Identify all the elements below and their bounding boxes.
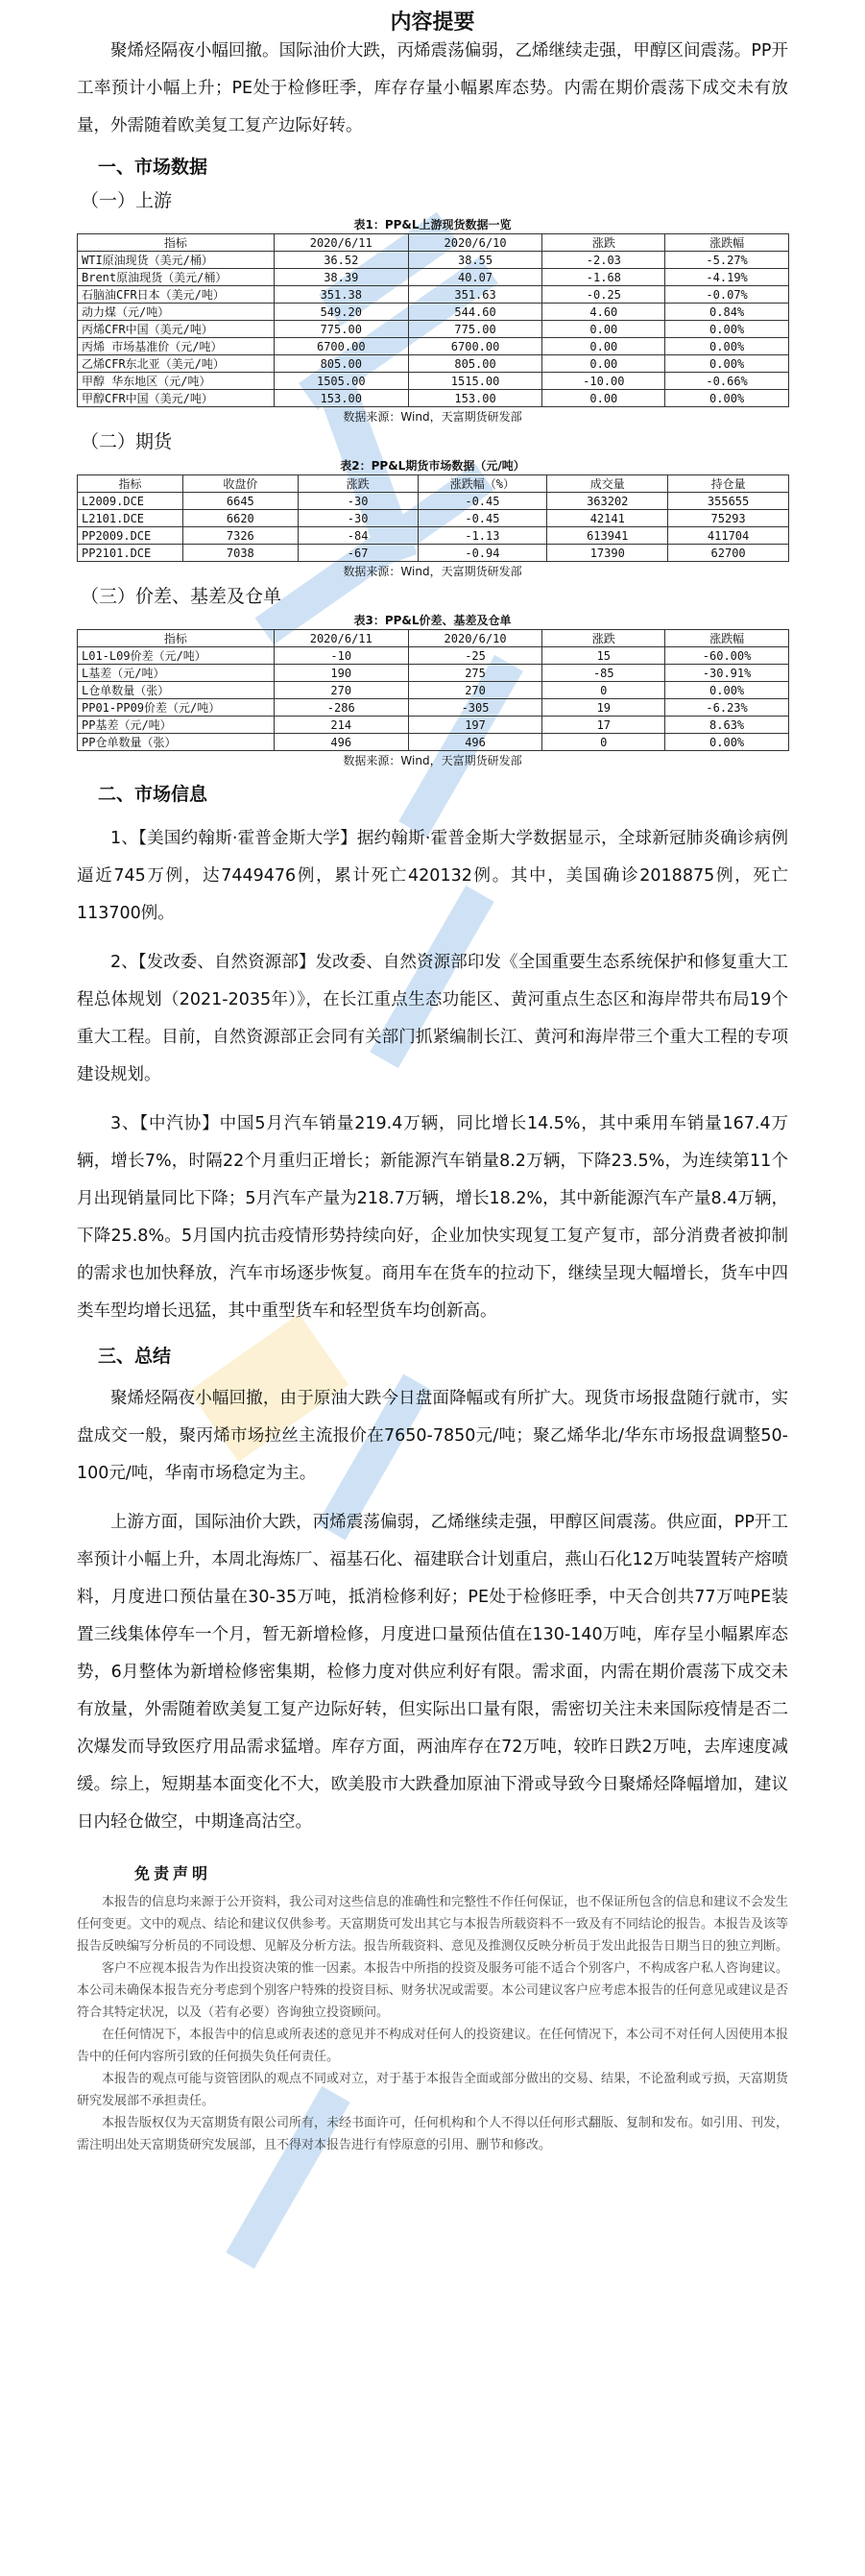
disclaimer-paragraph: 本报告的信息均来源于公开资料，我公司对这些信息的准确性和完整性不作任何保证，也不保证所包含的信息和建议不会发生任何变更。文中的观点、结论和建议仅供参考。天富期货可发出其它与本报告所载资料不一致及有不同结论的报告。本报告及该等报告反映编写分析员的不同设想、见解及分析方法。报告所载资料、意见及推测仅反映分析员于发出此报告日期当日的独立判断。: [77, 1895, 789, 1954]
table-cell: 496: [274, 734, 408, 751]
table-header: 持仓量: [668, 475, 789, 493]
upstream-table-body: [78, 252, 789, 407]
table-cell: L01-L09价差（元/吨）: [78, 647, 275, 665]
table-cell: L2101.DCE: [78, 510, 183, 527]
spread-heading: （三）价差、基差及仓单: [81, 586, 282, 607]
table-row: [78, 510, 789, 527]
table-cell: WTI原油现货（美元/桶）: [78, 252, 275, 269]
table-cell: -6.23%: [665, 699, 789, 717]
table-header: 成交量: [547, 475, 668, 493]
table-cell: -4.19%: [665, 269, 789, 286]
table-row: [78, 304, 789, 321]
table-header: 涨跌幅: [665, 630, 789, 647]
table-cell: 190: [274, 665, 408, 682]
section1-heading: 一、市场数据: [98, 157, 208, 178]
table-cell: 496: [408, 734, 542, 751]
table-row: [78, 734, 789, 751]
table-cell: 0.00: [542, 338, 665, 355]
table-header: 涨跌: [298, 475, 418, 493]
table-cell: -1.68: [542, 269, 665, 286]
news-item-1: 1、【美国约翰斯·霍普金斯大学】据约翰斯·霍普金斯大学数据显示，全球新冠肺炎确诊病例逼近745万例，达7449476例，累计死亡420132例。其中，美国确诊2018875例，死亡113700例。: [77, 829, 788, 923]
table-cell: -10.00: [542, 373, 665, 390]
table-cell: -305: [408, 699, 542, 717]
table-cell: -1.13: [418, 527, 547, 545]
table-cell: -10: [274, 647, 408, 665]
table2-caption: 表2：PP&L期货市场数据（元/吨）: [340, 459, 525, 473]
table-cell: -85: [542, 665, 665, 682]
table-row: [78, 527, 789, 545]
table-header: 涨跌: [542, 630, 665, 647]
table-cell: 42141: [547, 510, 668, 527]
table-header-row: [78, 475, 789, 493]
table-cell: PP基差（元/吨）: [78, 717, 275, 734]
table-cell: 0.00%: [665, 734, 789, 751]
section3-heading: 三、总结: [98, 1346, 172, 1367]
table-cell: 197: [408, 717, 542, 734]
table-cell: 甲醇 华东地区（元/吨）: [78, 373, 275, 390]
table-header: 涨跌幅: [665, 234, 789, 252]
table-cell: 1505.00: [274, 373, 408, 390]
news-item-2: 2、【发改委、自然资源部】发改委、自然资源部印发《全国重要生态系统保护和修复重大工程总体规划（2021-2035年）》，在长江重点生态功能区、黄河重点生态区和海岸带共布局19个重大工程。目前，自然资源部正会同有关部门抓紧编制长江、黄河和海岸带三个重大工程的专项建设规划。: [77, 953, 788, 1084]
upstream-heading: （一）上游: [81, 190, 173, 211]
section2-heading: 二、市场信息: [98, 784, 208, 805]
table-cell: 0.84%: [665, 304, 789, 321]
table-cell: PP01-PP09价差（元/吨）: [78, 699, 275, 717]
upstream-table: [77, 233, 789, 407]
disclaimer-title: 免责声明: [134, 1864, 212, 1883]
table-cell: 6700.00: [274, 338, 408, 355]
table-cell: Brent原油现货（美元/桶）: [78, 269, 275, 286]
futures-table-body: [78, 493, 789, 562]
table-cell: -286: [274, 699, 408, 717]
table-cell: 775.00: [408, 321, 542, 338]
table-cell: 544.60: [408, 304, 542, 321]
table-cell: 石脑油CFR日本（美元/吨）: [78, 286, 275, 304]
table-cell: L仓单数量（张）: [78, 682, 275, 699]
table-cell: 36.52: [274, 252, 408, 269]
table-cell: 7326: [182, 527, 298, 545]
table-row: [78, 286, 789, 304]
table-cell: 1515.00: [408, 373, 542, 390]
table-header: 2020/6/11: [274, 234, 408, 252]
table-header: 收盘价: [182, 475, 298, 493]
table-cell: 351.38: [274, 286, 408, 304]
table-row: [78, 493, 789, 510]
table-cell: 805.00: [408, 355, 542, 373]
table-row: [78, 390, 789, 407]
table-cell: 0: [542, 682, 665, 699]
table-cell: 动力煤（元/吨）: [78, 304, 275, 321]
table-cell: 775.00: [274, 321, 408, 338]
table-cell: -60.00%: [665, 647, 789, 665]
table-cell: -0.07%: [665, 286, 789, 304]
table-cell: 153.00: [408, 390, 542, 407]
table-cell: 613941: [547, 527, 668, 545]
table-row: [78, 647, 789, 665]
table-header: 指标: [78, 475, 183, 493]
table-header: 涨跌幅（%）: [418, 475, 547, 493]
table-cell: -67: [298, 545, 418, 562]
table-header-row: [78, 234, 789, 252]
table-header: 2020/6/10: [408, 234, 542, 252]
table-cell: 0.00: [542, 355, 665, 373]
table-cell: L2009.DCE: [78, 493, 183, 510]
table-cell: 0: [542, 734, 665, 751]
table-cell: 6620: [182, 510, 298, 527]
table-cell: 275: [408, 665, 542, 682]
table-cell: 351.63: [408, 286, 542, 304]
table-cell: 75293: [668, 510, 789, 527]
table-cell: -0.66%: [665, 373, 789, 390]
table-cell: 0.00: [542, 390, 665, 407]
table-cell: 0.00%: [665, 321, 789, 338]
table-row: [78, 338, 789, 355]
table-cell: -2.03: [542, 252, 665, 269]
table-row: [78, 321, 789, 338]
table-header: 指标: [78, 630, 275, 647]
table-cell: 丙烯CFR中国（美元/吨）: [78, 321, 275, 338]
table1-caption: 表1：PP&L上游现货数据一览: [353, 218, 512, 231]
summary-paragraph-1: 聚烯烃隔夜小幅回撤，由于原油大跌今日盘面降幅或有所扩大。现货市场报盘随行就市，实盘成交一般，聚丙烯市场拉丝主流报价在7650-7850元/吨；聚乙烯华北/华东市场报盘调整50-100元/吨，华南市场稳定为主。: [77, 1389, 788, 1483]
table-cell: PP2101.DCE: [78, 545, 183, 562]
page-title: 内容提要: [390, 11, 475, 35]
table-cell: 乙烯CFR东北亚（美元/吨）: [78, 355, 275, 373]
spread-table: [77, 629, 789, 751]
table-cell: 38.39: [274, 269, 408, 286]
table-cell: 17: [542, 717, 665, 734]
table-cell: 甲醇CFR中国（美元/吨）: [78, 390, 275, 407]
table-cell: 40.07: [408, 269, 542, 286]
disclaimer-paragraph: 在任何情况下，本报告中的信息或所表述的意见并不构成对任何人的投资建议。在任何情况下，本公司不对任何人因使用本报告中的任何内容所引致的任何损失负任何责任。: [77, 2028, 789, 2064]
table-row: [78, 355, 789, 373]
table-header: 2020/6/10: [408, 630, 542, 647]
table-cell: 0.00%: [665, 338, 789, 355]
table-cell: 38.55: [408, 252, 542, 269]
table-cell: 0.00%: [665, 682, 789, 699]
table-cell: -30: [298, 510, 418, 527]
table3-caption: 表3：PP&L价差、基差及仓单: [353, 614, 512, 627]
table1-source: 数据来源：Wind，天富期货研发部: [343, 410, 522, 424]
table-cell: -5.27%: [665, 252, 789, 269]
table-cell: 6700.00: [408, 338, 542, 355]
table-cell: -30.91%: [665, 665, 789, 682]
table-row: [78, 269, 789, 286]
table-row: [78, 699, 789, 717]
table-cell: -25: [408, 647, 542, 665]
disclaimer-paragraph: 本报告版权仅为天富期货有限公司所有，未经书面许可，任何机构和个人不得以任何形式翻版、复制和发布。如引用、刊发，需注明出处天富期货研究发展部，且不得对本报告进行有悖原意的引用、删节和修改。: [77, 2116, 789, 2152]
table-cell: 270: [274, 682, 408, 699]
table-cell: 0.00%: [665, 355, 789, 373]
table-row: [78, 665, 789, 682]
table-cell: 19: [542, 699, 665, 717]
futures-heading: （二）期货: [81, 431, 173, 452]
table-cell: 62700: [668, 545, 789, 562]
table-cell: -0.45: [418, 493, 547, 510]
table-cell: 17390: [547, 545, 668, 562]
table-row: [78, 682, 789, 699]
table-cell: L基差（元/吨）: [78, 665, 275, 682]
table-cell: 363202: [547, 493, 668, 510]
table-cell: 8.63%: [665, 717, 789, 734]
table-cell: 丙烯 市场基准价（元/吨）: [78, 338, 275, 355]
disclaimer-paragraph: 本报告的观点可能与资管团队的观点不同或对立，对于基于本报告全面或部分做出的交易、结果，不论盈利或亏损，天富期货研究发展部不承担责任。: [77, 2072, 789, 2108]
table-cell: 805.00: [274, 355, 408, 373]
table-cell: 0.00%: [665, 390, 789, 407]
table-cell: 15: [542, 647, 665, 665]
table-header-row: [78, 630, 789, 647]
table-cell: 549.20: [274, 304, 408, 321]
futures-table: [77, 474, 789, 562]
table3-source: 数据来源：Wind，天富期货研发部: [343, 754, 522, 767]
summary-paragraph: 聚烯烃隔夜小幅回撤。国际油价大跌，丙烯震荡偏弱，乙烯继续走强，甲醇区间震荡。PP开工率预计小幅上升；PE处于检修旺季，库存存量小幅累库态势。内需在期价震荡下成交未有放量，外需随着欧美复工复产边际好转。: [77, 41, 788, 135]
table-cell: PP2009.DCE: [78, 527, 183, 545]
table-cell: PP仓单数量（张）: [78, 734, 275, 751]
table-cell: 270: [408, 682, 542, 699]
table-cell: -0.45: [418, 510, 547, 527]
table-header: 2020/6/11: [274, 630, 408, 647]
table-cell: 0.00: [542, 321, 665, 338]
table-row: [78, 545, 789, 562]
spread-table-body: [78, 647, 789, 751]
table-cell: 411704: [668, 527, 789, 545]
table-header: 指标: [78, 234, 275, 252]
table-cell: 7038: [182, 545, 298, 562]
table-cell: -84: [298, 527, 418, 545]
table-cell: -30: [298, 493, 418, 510]
table-cell: 214: [274, 717, 408, 734]
table-cell: 4.60: [542, 304, 665, 321]
table-row: [78, 373, 789, 390]
disclaimer-paragraph: 客户不应视本报告为作出投资决策的惟一因素。本报告中所指的投资及服务可能不适合个别客户，不构成客户私人咨询建议。本公司未确保本报告充分考虑到个别客户特殊的投资目标、财务状况或需要。本公司建议客户应考虑本报告的任何意见或建议是否符合其特定状况，以及（若有必要）咨询独立投资顾问。: [77, 1961, 789, 2020]
table-cell: -0.94: [418, 545, 547, 562]
table-cell: 153.00: [274, 390, 408, 407]
summary-paragraph-2: 上游方面，国际油价大跌，丙烯震荡偏弱，乙烯继续走强，甲醇区间震荡。供应面，PP开工率预计小幅上升，本周北海炼厂、福基石化、福建联合计划重启，燕山石化12万吨装置转产熔喷料，月度进口预估量在30-35万吨，抵消检修利好；PE处于检修旺季，中天合创共77万吨PE装置三线集体停车一个月，暂无新增检修，月度进口量预估值在130-140万吨，库存呈小幅累库态势，6月整体为新增检修密集期，检修力度对供应利好有限。需求面，内需在期价震荡下成交未有放量，外需随着欧美复工复产边际好转，但实际出口量有限，需密切关注未来国际疫情是否二次爆发而导致医疗用品需求猛增。库存方面，两油库存在72万吨，较昨日跌2万吨，去库速度减缓。综上，短期基本面变化不大，欧美股市大跌叠加原油下滑或导致今日聚烯烃降幅增加，建议日内轻仓做空，中期逢高沽空。: [77, 1513, 788, 1832]
table-row: [78, 717, 789, 734]
table-cell: 6645: [182, 493, 298, 510]
table-cell: 355655: [668, 493, 789, 510]
table-cell: -0.25: [542, 286, 665, 304]
table-header: 涨跌: [542, 234, 665, 252]
news-item-3: 3、【中汽协】中国5月汽车销量219.4万辆，同比增长14.5%，其中乘用车销量167.4万辆，增长7%，时隔22个月重归正增长；新能源汽车销量8.2万辆，下降23.5%，为连续第11个月出现销量同比下降；5月汽车产量为218.7万辆，增长18.2%，其中新能源汽车产量8.4万辆，下降25.8%。5月国内抗击疫情形势持续向好，企业加快实现复工复产复市，部分消费者被抑制的需求也加快释放，汽车市场逐步恢复。商用车在货车的拉动下，继续呈现大幅增长，货车中四类车型均增长迅猛，其中重型货车和轻型货车均创新高。: [77, 1114, 788, 1321]
table-row: [78, 252, 789, 269]
table2-source: 数据来源：Wind，天富期货研发部: [343, 565, 522, 578]
